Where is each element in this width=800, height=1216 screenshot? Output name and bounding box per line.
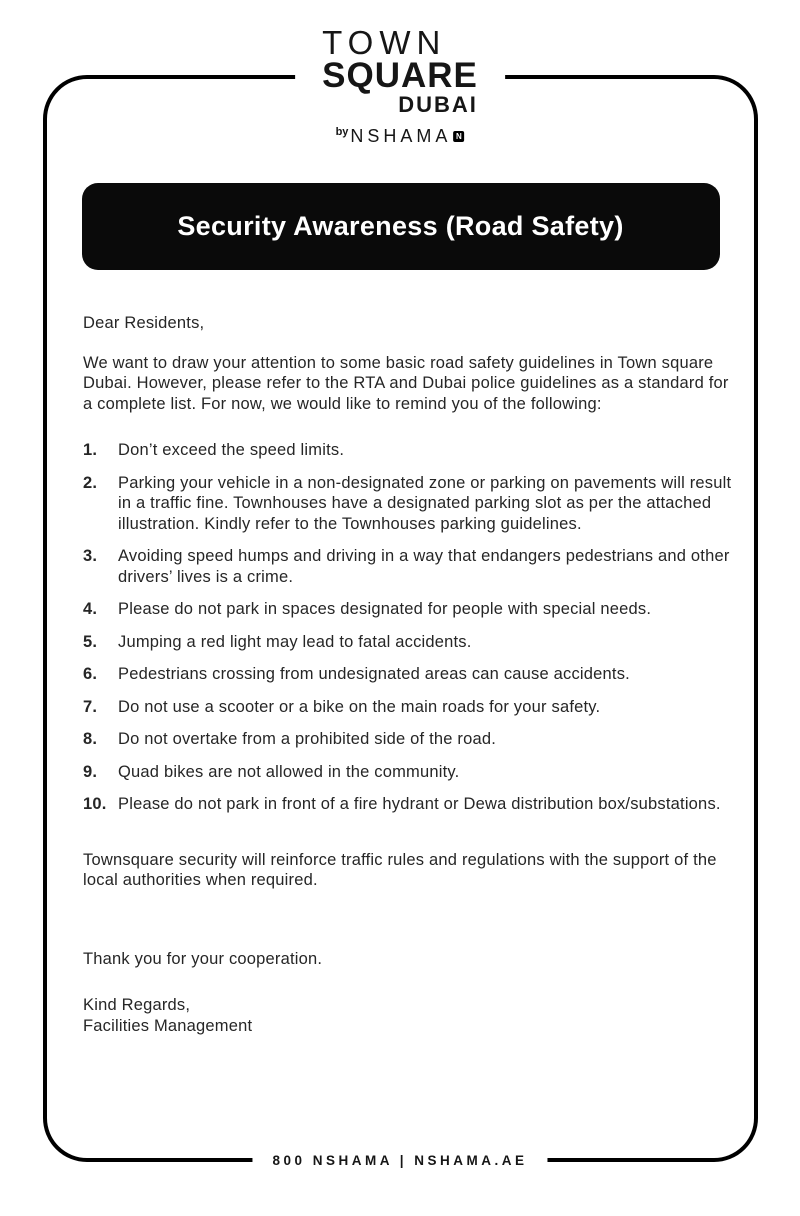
list-item-text: Avoiding speed humps and driving in a way that endangers pedestrians and other drivers’ lives is a crime. (118, 547, 730, 586)
list-item-number: 1. (83, 441, 98, 459)
list-item-text: Pedestrians crossing from undesignated areas can cause accidents. (118, 665, 630, 683)
list-item-number: 5. (83, 632, 98, 651)
footer (252, 1148, 547, 1174)
list-item (83, 664, 736, 685)
brand-name: NSHAMA (350, 126, 452, 146)
list-item (83, 632, 736, 653)
nshama-mark-icon: N (453, 131, 464, 142)
enforcement-note: Townsquare security will reinforce traffic rules and regulations with the support of the local authorities when required. (83, 850, 717, 889)
logo-square-text: SQUARE (322, 56, 478, 95)
thanks-note: Thank you for your cooperation. (83, 949, 323, 968)
list-item (83, 440, 736, 461)
list-item (83, 729, 736, 750)
list-item (83, 697, 736, 718)
list-item-number: 2. (83, 473, 98, 492)
border-frame (43, 75, 758, 1162)
list-item (83, 599, 736, 620)
list-item-number: 3. (83, 547, 98, 565)
list-item-text: Don’t exceed the speed limits. (118, 441, 345, 459)
signoff-regards: Kind Regards, (83, 996, 191, 1014)
list-item-text: Quad bikes are not allowed in the community. (118, 762, 460, 781)
list-item (83, 762, 736, 783)
notice-title: Security Awareness (Road Safety) (177, 211, 624, 241)
title-banner (82, 183, 720, 270)
letter-body (83, 313, 736, 1036)
list-item-number: 6. (83, 665, 98, 683)
list-item (83, 794, 736, 815)
intro-paragraph: We want to draw your attention to some basic road safety guidelines in Town square Dubai. However, please refer to the RTA and Dubai police guidelines as a standard for a complete list. For now, we would like to remind you of the following: (83, 353, 729, 413)
footer-contact-text: 800 NSHAMA | NSHAMA.AE (272, 1153, 528, 1168)
list-item (83, 546, 736, 587)
list-item-text: Do not overtake from a prohibited side of the road. (118, 730, 496, 748)
list-item-number: 8. (83, 730, 98, 748)
list-item (83, 473, 736, 535)
salutation: Dear Residents, (83, 314, 205, 332)
list-item-text: Do not use a scooter or a bike on the main roads for your safety. (118, 697, 601, 716)
guidelines-list (83, 440, 736, 815)
list-item-number: 9. (83, 762, 98, 781)
list-item-number: 7. (83, 697, 98, 716)
byline-prefix: by (335, 125, 349, 138)
list-item-text: Parking your vehicle in a non-designated zone or parking on pavements will result in a traffic fine. Townhouses have a designated parking slot as per the attached illustration. Kindly refer to the Townhouses parking guidelines. (118, 473, 732, 533)
logo-byline (322, 126, 478, 147)
signoff (83, 995, 736, 1036)
list-item-text: Jumping a red light may lead to fatal accidents. (118, 632, 472, 651)
list-item-text: Please do not park in spaces designated for people with special needs. (118, 600, 652, 618)
logo-dubai-text: DUBAI (398, 92, 478, 117)
signoff-name: Facilities Management (83, 1016, 253, 1035)
town-square-logo (295, 26, 505, 147)
list-item-text: Please do not park in front of a fire hydrant or Dewa distribution box/substations. (118, 795, 721, 813)
list-item-number: 4. (83, 600, 98, 618)
list-item-number: 10. (83, 795, 107, 813)
logo-town-text: TOWN (322, 24, 447, 61)
